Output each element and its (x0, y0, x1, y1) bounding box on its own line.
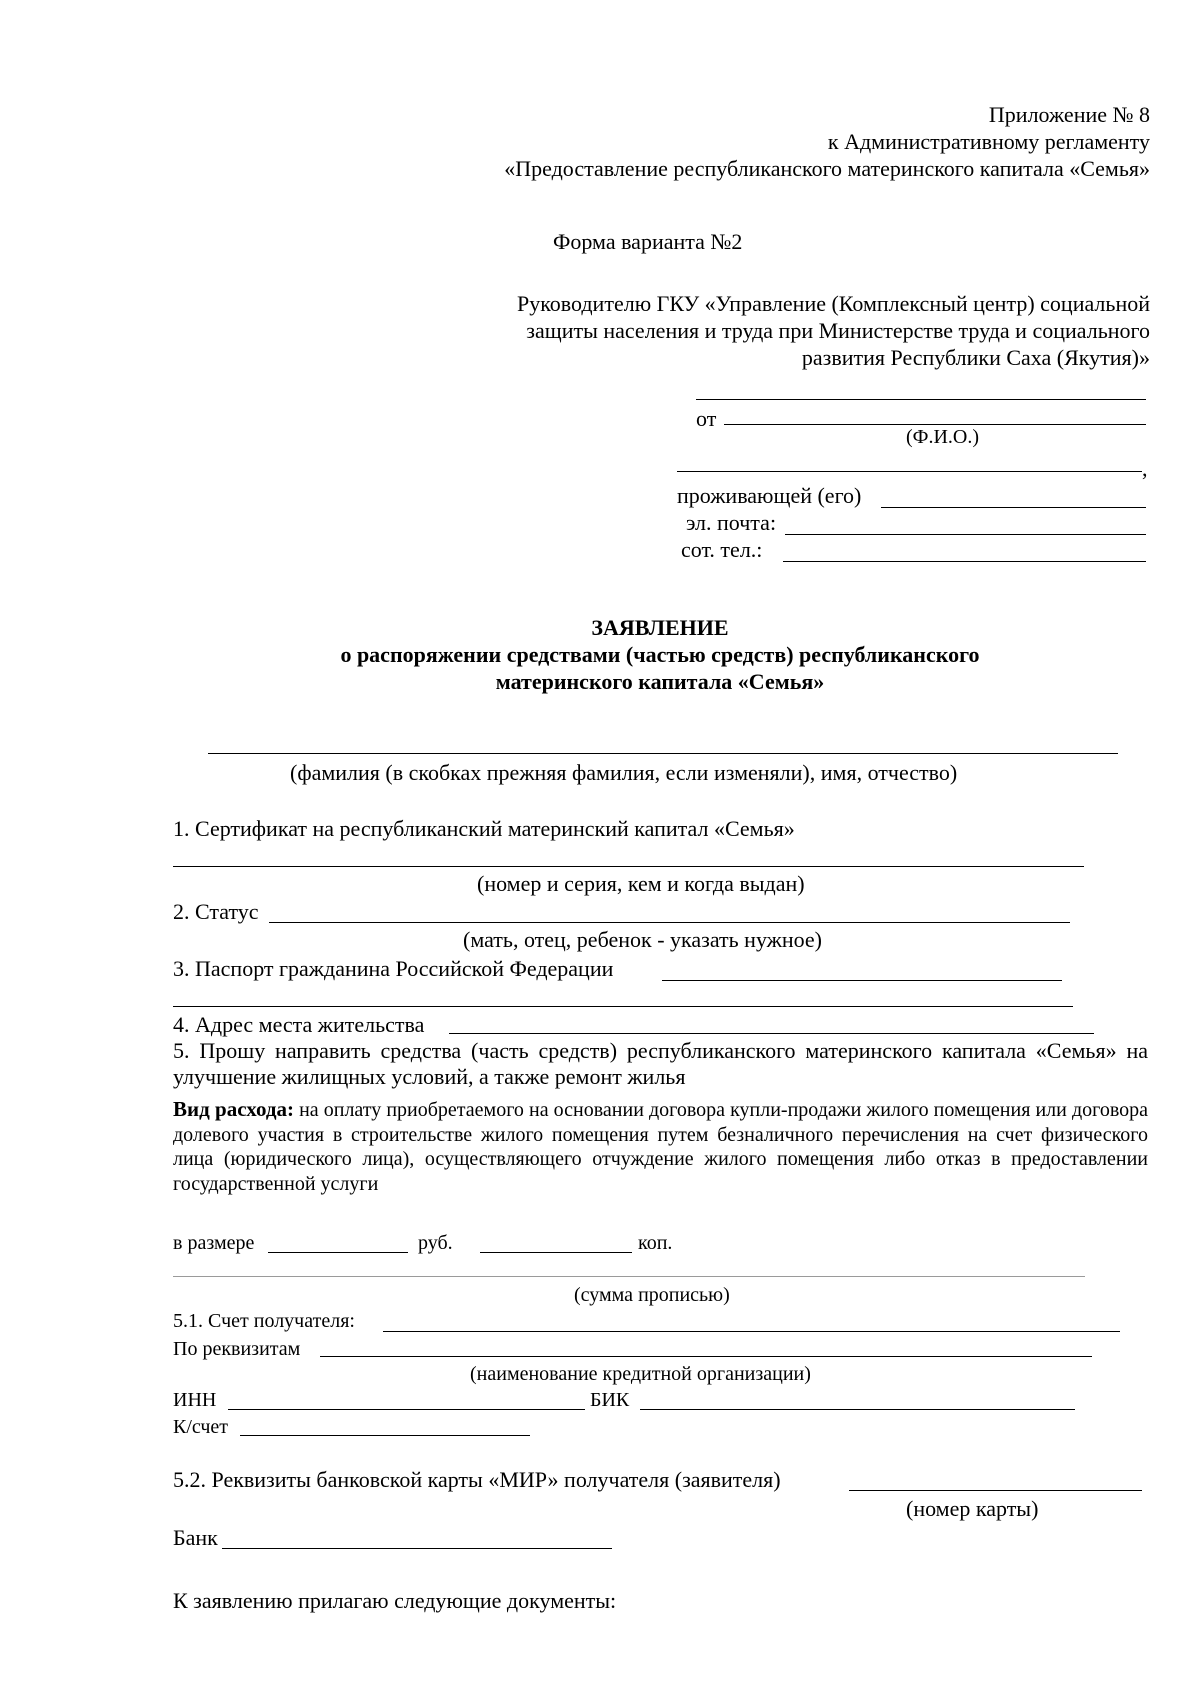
bank-label: Банк (173, 1525, 218, 1550)
fio-caption: (Ф.И.О.) (906, 426, 980, 448)
account-label: 5.1. Счет получателя: (173, 1310, 355, 1332)
corr-account-label: К/счет (173, 1416, 229, 1438)
passport-field-line-2[interactable] (173, 1006, 1073, 1007)
card-number-field[interactable] (849, 1490, 1142, 1491)
address-comma: , (1142, 456, 1148, 481)
kop-label: коп. (638, 1232, 673, 1254)
status-label: 2. Статус (173, 899, 259, 924)
amount-words-caption: (сумма прописью) (574, 1284, 730, 1306)
residing-field[interactable] (881, 507, 1146, 508)
card-number-caption: (номер карты) (906, 1496, 1039, 1521)
appendix-regulation: к Административному регламенту (827, 129, 1150, 154)
status-caption: (мать, отец, ребенок - указать нужное) (463, 927, 822, 952)
certificate-caption: (номер и серия, кем и когда выдан) (477, 871, 805, 896)
email-field[interactable] (785, 534, 1146, 535)
residence-address-field[interactable] (449, 1033, 1094, 1034)
addressee-blank-line[interactable] (696, 399, 1146, 400)
addressee-line-2: защиты населения и труда при Министерстве труда и социального (526, 318, 1150, 343)
status-field[interactable] (269, 922, 1070, 923)
expense-paragraph (173, 1097, 1148, 1196)
attachments-label: К заявлению прилагаю следующие документы: (173, 1588, 617, 1613)
expense-label: Вид расхода: (173, 1097, 294, 1121)
amount-kop-field[interactable] (480, 1252, 632, 1253)
passport-label: 3. Паспорт гражданина Российской Федерации (173, 956, 614, 981)
residing-label: проживающей (его) (677, 483, 862, 508)
inn-label: ИНН (173, 1389, 217, 1411)
phone-label: сот. тел.: (681, 537, 763, 562)
addressee-line-1: Руководителю ГКУ «Управление (Комплексный центр) социальной (516, 291, 1150, 316)
card-label: 5.2. Реквизиты банковской карты «МИР» получателя (заявителя) (173, 1467, 781, 1492)
from-label: от (696, 406, 717, 431)
certificate-label: 1. Сертификат на республиканский материнский капитал «Семья» (173, 816, 795, 841)
account-field[interactable] (383, 1331, 1120, 1332)
inn-field[interactable] (228, 1409, 585, 1410)
expense-text: на оплату приобретаемого на основании договора купли-продажи жилого помещения или договора долевого участия в строительстве жилого помещения путем безналичного перечисления на счет физического лица (юридического лица), осуществляющего отчуждение жилого помещения либо отказ в предоставлении государственной услуги (173, 1099, 1149, 1195)
requisites-field[interactable] (320, 1356, 1092, 1357)
email-label: эл. почта: (686, 510, 777, 535)
applicant-name-caption: (фамилия (в скобках прежняя фамилия, если изменяли), имя, отчество) (290, 760, 958, 785)
amount-words-field[interactable] (173, 1276, 1085, 1277)
rub-label: руб. (418, 1232, 453, 1254)
document-title: ЗАЯВЛЕНИЕ (591, 615, 729, 640)
amount-size-label: в размере (173, 1232, 255, 1254)
document-subtitle-1: о распоряжении средствами (частью средств) республиканского (340, 642, 980, 667)
address-blank-line[interactable] (677, 471, 1142, 472)
applicant-name-field[interactable] (208, 753, 1118, 754)
address-label: 4. Адрес места жительства (173, 1012, 425, 1037)
bank-name-caption: (наименование кредитной организации) (470, 1363, 811, 1385)
phone-field[interactable] (783, 561, 1146, 562)
passport-field[interactable] (662, 980, 1062, 981)
request-text: 5. Прошу направить средства (часть средств) республиканского материнского капитала «Семья» на улучшение жилищных условий, а также ремонт жилья (173, 1038, 1148, 1089)
appendix-service-name: «Предоставление республиканского материнского капитала «Семья» (504, 156, 1150, 181)
bank-field[interactable] (222, 1548, 612, 1549)
corr-account-field[interactable] (240, 1435, 530, 1436)
certificate-field[interactable] (173, 866, 1084, 867)
appendix-number: Приложение № 8 (988, 102, 1150, 127)
amount-rub-field[interactable] (268, 1252, 408, 1253)
bik-label: БИК (590, 1389, 630, 1411)
bik-field[interactable] (640, 1409, 1075, 1410)
requisites-label: По реквизитам (173, 1338, 301, 1360)
addressee-line-3: развития Республики Саха (Якутия)» (801, 345, 1150, 370)
form-variant: Форма варианта №2 (553, 229, 743, 254)
document-subtitle-2: материнского капитала «Семья» (495, 669, 825, 694)
